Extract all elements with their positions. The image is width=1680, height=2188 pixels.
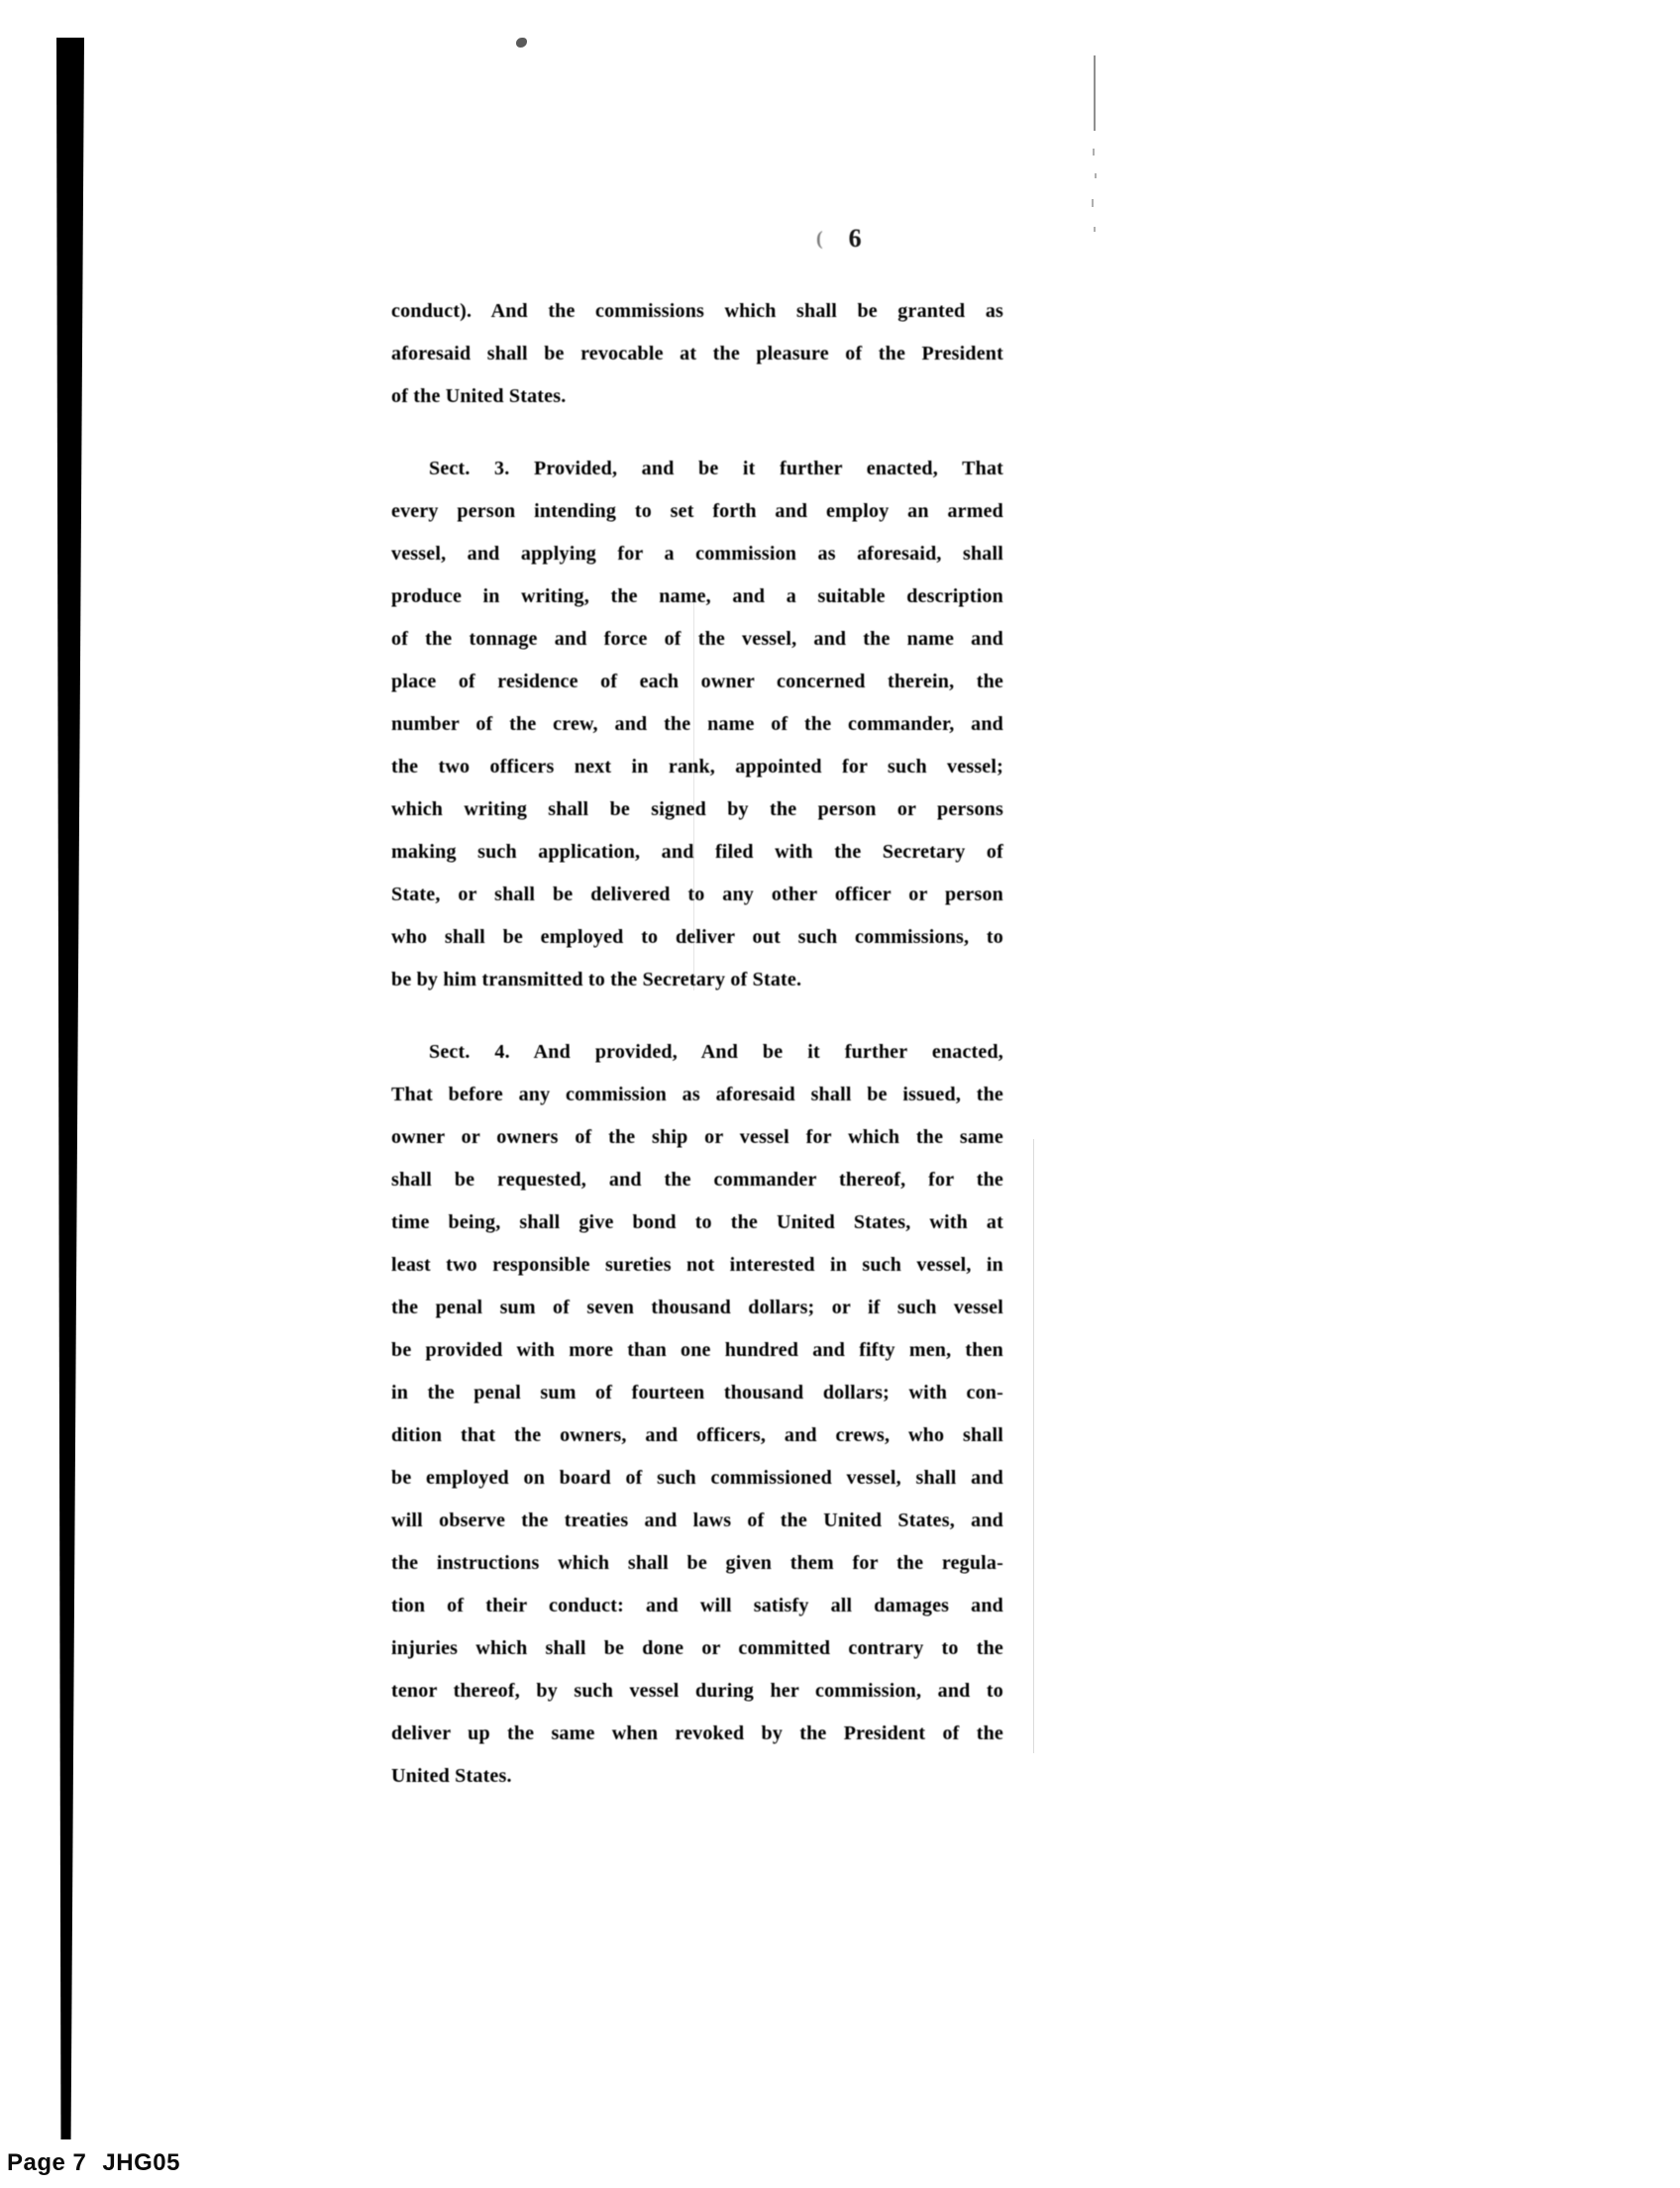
paragraph-1: [391, 290, 1003, 418]
text-line: injuries which shall be done or committed contrary to the: [391, 1637, 1003, 1659]
text-line: which writing shall be signed by the person or persons: [391, 798, 1003, 820]
text-line: owner or owners of the ship or vessel for which the same: [391, 1126, 1003, 1148]
footer-code: JHG05: [102, 2149, 180, 2176]
folio-mark: (: [816, 228, 823, 250]
text-line: place of residence of each owner concerned therein, the: [391, 671, 1003, 692]
text-line: produce in writing, the name, and a suitable description: [391, 585, 1003, 607]
text-line: be by him transmitted to the Secretary of State.: [391, 969, 802, 990]
document-body: [391, 290, 1003, 1798]
scan-artifact-right-line: [1094, 55, 1096, 131]
text-line: time being, shall give bond to the United States, with at: [391, 1211, 1003, 1233]
text-line: every person intending to set forth and employ an armed: [391, 500, 1003, 522]
scan-fold-line: [1033, 1139, 1034, 1753]
text-line: be provided with more than one hundred and fifty men, then: [391, 1339, 1003, 1361]
text-line: will observe the treaties and laws of the United States, and: [391, 1510, 1003, 1531]
scan-artifact-right-dot: [1092, 199, 1094, 207]
text-line: tenor thereof, by such vessel during her commission, and to: [391, 1680, 1003, 1702]
text-line: of the United States.: [391, 385, 567, 407]
page-number: [816, 226, 862, 252]
text-line: least two responsible sureties not interested in such vessel, in: [391, 1254, 1003, 1276]
paragraph-3-sect-4: [391, 1031, 1003, 1798]
text-line: dition that the owners, and officers, and crews, who shall: [391, 1424, 1003, 1446]
text-line: United States.: [391, 1765, 512, 1787]
page-footer: [7, 2149, 180, 2178]
text-line: shall be requested, and the commander thereof, for the: [391, 1169, 1003, 1191]
scan-artifact-left-bar: [56, 38, 84, 2139]
text-line: vessel, and applying for a commission as aforesaid, shall: [391, 543, 1003, 565]
text-line: in the penal sum of fourteen thousand dollars; with con-: [391, 1382, 1003, 1404]
text-line: be employed on board of such commissioned vessel, shall and: [391, 1467, 1003, 1489]
text-line: tion of their conduct: and will satisfy all damages and: [391, 1595, 1003, 1616]
text-line: number of the crew, and the name of the commander, and: [391, 713, 1003, 735]
text-line: That before any commission as aforesaid shall be issued, the: [391, 1084, 1003, 1105]
scan-artifact-right-dot: [1093, 149, 1095, 156]
text-line: making such application, and filed with the Secretary of: [391, 841, 1003, 863]
text-line: Sect. 3. Provided, and be it further enacted, That: [429, 458, 1003, 479]
page-number-value: 6: [848, 224, 862, 253]
text-line: who shall be employed to deliver out such commissions, to: [391, 926, 1003, 948]
paragraph-2-sect-3: [391, 448, 1003, 1001]
text-line: deliver up the same when revoked by the President of the: [391, 1722, 1003, 1744]
text-line: Sect. 4. And provided, And be it further enacted,: [429, 1041, 1003, 1063]
text-line: the instructions which shall be given them for the regula-: [391, 1552, 1003, 1574]
text-line: State, or shall be delivered to any other officer or person: [391, 884, 1003, 905]
scan-artifact-right-dot: [1095, 173, 1097, 178]
footer-page-label: Page 7: [7, 2149, 87, 2176]
text-line: the penal sum of seven thousand dollars; or if such vessel: [391, 1297, 1003, 1318]
scan-artifact-right-dot: [1094, 227, 1096, 232]
scan-speck: [516, 38, 527, 48]
text-line: of the tonnage and force of the vessel, and the name and: [391, 628, 1003, 650]
text-line: the two officers next in rank, appointed for such vessel;: [391, 756, 1003, 778]
text-line: conduct). And the commissions which shall be granted as: [391, 300, 1003, 322]
text-line: aforesaid shall be revocable at the pleasure of the President: [391, 343, 1003, 365]
